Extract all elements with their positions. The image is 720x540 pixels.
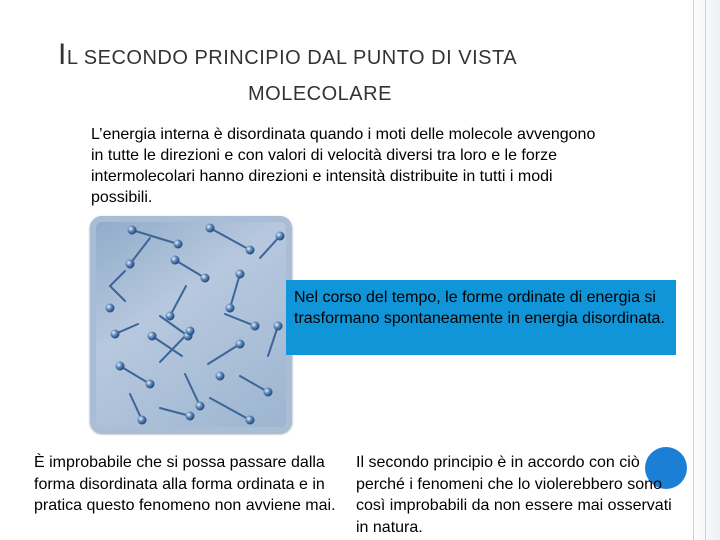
intro-paragraph: L’energia interna è disordinata quando i moti delle molecole avvengono in tutte le direzioni e con valori di velocità diversi tra loro e le forze intermolecolari hanno direzioni e intensità distribuite in tutti i modi possibili. (91, 126, 596, 206)
slide-border-line (693, 0, 694, 540)
slide-border-line (705, 0, 706, 540)
molecules-illustration (90, 216, 292, 433)
title-initial: I (58, 38, 67, 71)
callout-box: Nel corso del tempo, le forme ordinate di energia si trasformano spontaneamente in energia disordinata. (286, 280, 676, 355)
bottom-left-paragraph: È improbabile che si possa passare dalla forma disordinata alla forma ordinata e in pratica questo fenomeno non avviene mai. (34, 454, 336, 514)
title-line-2: MOLECOLARE (248, 83, 392, 105)
molecules-drawing (90, 216, 292, 433)
bottom-right-paragraph: Il secondo principio è in accordo con ciò perché i fenomeni che lo violerebbero sono così improbabili da non essere mai osservati in natura. (356, 454, 672, 536)
title-line-1: L SECONDO PRINCIPIO DAL PUNTO DI VISTA (66, 47, 518, 69)
